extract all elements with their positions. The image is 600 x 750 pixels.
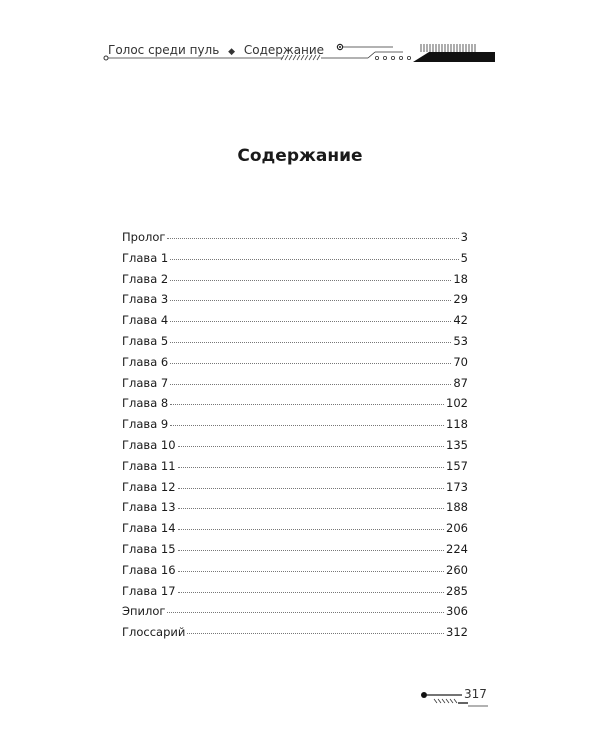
toc-entry-page: 157 bbox=[446, 458, 468, 473]
toc-entry[interactable] bbox=[122, 459, 468, 480]
table-of-contents bbox=[122, 230, 468, 646]
toc-entry-page: 42 bbox=[453, 313, 468, 328]
header-book-title: Голос среди пуль bbox=[108, 43, 220, 57]
toc-leader-dots bbox=[170, 259, 458, 260]
toc-entry[interactable] bbox=[122, 500, 468, 521]
toc-entry-page: 224 bbox=[446, 541, 468, 556]
toc-entry-label: Глава 17 bbox=[122, 583, 176, 598]
toc-leader-dots bbox=[178, 446, 445, 447]
toc-entry-label: Глава 15 bbox=[122, 541, 176, 556]
toc-leader-dots bbox=[167, 238, 458, 239]
toc-entry-label: Глава 1 bbox=[122, 250, 169, 265]
toc-leader-dots bbox=[170, 384, 451, 385]
toc-entry[interactable] bbox=[122, 251, 468, 272]
toc-leader-dots bbox=[167, 612, 444, 613]
header-separator-icon: ◆ bbox=[228, 47, 236, 57]
toc-leader-dots bbox=[170, 321, 451, 322]
toc-entry-page: 285 bbox=[446, 583, 468, 598]
toc-entry-label: Глоссарий bbox=[122, 625, 186, 640]
toc-entry-label: Глава 4 bbox=[122, 313, 169, 328]
toc-entry-label: Глава 8 bbox=[122, 396, 169, 411]
toc-entry-page: 70 bbox=[453, 354, 468, 369]
toc-entry-label: Глава 7 bbox=[122, 375, 169, 390]
toc-entry[interactable] bbox=[122, 584, 468, 605]
toc-entry-page: 173 bbox=[446, 479, 468, 494]
page-number: 317 bbox=[464, 687, 487, 701]
page-footer bbox=[420, 686, 500, 716]
toc-entry[interactable] bbox=[122, 313, 468, 334]
toc-entry-page: 206 bbox=[446, 521, 468, 536]
toc-entry[interactable] bbox=[122, 521, 468, 542]
toc-leader-dots bbox=[178, 592, 445, 593]
toc-leader-dots bbox=[170, 425, 444, 426]
toc-entry-page: 87 bbox=[453, 375, 468, 390]
toc-entry-page: 102 bbox=[446, 396, 468, 411]
toc-leader-dots bbox=[170, 300, 451, 301]
header-section: Содержание bbox=[243, 43, 325, 57]
toc-entry-page: 5 bbox=[460, 250, 468, 265]
toc-entry-label: Глава 13 bbox=[122, 500, 176, 515]
toc-leader-dots bbox=[178, 467, 445, 468]
toc-entry-page: 135 bbox=[446, 437, 468, 452]
toc-entry[interactable] bbox=[122, 396, 468, 417]
toc-leader-dots bbox=[170, 404, 444, 405]
running-header bbox=[103, 38, 498, 68]
toc-entry-label: Глава 3 bbox=[122, 292, 169, 307]
toc-entry-label: Глава 2 bbox=[122, 271, 169, 286]
toc-entry[interactable] bbox=[122, 563, 468, 584]
toc-entry[interactable] bbox=[122, 625, 468, 646]
toc-entry[interactable] bbox=[122, 417, 468, 438]
toc-entry-label: Глава 11 bbox=[122, 458, 176, 473]
toc-entry-label: Пролог bbox=[122, 230, 166, 244]
toc-leader-dots bbox=[170, 280, 451, 281]
toc-entry-page: 118 bbox=[446, 417, 468, 432]
toc-entry-label: Глава 9 bbox=[122, 417, 169, 432]
toc-leader-dots bbox=[178, 529, 445, 530]
toc-leader-dots bbox=[178, 508, 445, 509]
header-text bbox=[108, 43, 324, 57]
toc-entry-page: 312 bbox=[446, 625, 468, 640]
toc-entry-label: Глава 5 bbox=[122, 333, 169, 348]
toc-entry[interactable] bbox=[122, 604, 468, 625]
toc-entry[interactable] bbox=[122, 480, 468, 501]
toc-leader-dots bbox=[187, 633, 444, 634]
toc-entry-page: 29 bbox=[453, 292, 468, 307]
toc-entry[interactable] bbox=[122, 292, 468, 313]
toc-entry-label: Глава 14 bbox=[122, 521, 176, 536]
toc-entry-page: 260 bbox=[446, 562, 468, 577]
page-title: Содержание bbox=[237, 146, 363, 166]
toc-entry[interactable] bbox=[122, 376, 468, 397]
toc-entry[interactable] bbox=[122, 355, 468, 376]
toc-entry-page: 3 bbox=[460, 230, 468, 244]
toc-entry[interactable] bbox=[122, 230, 468, 251]
toc-entry-page: 18 bbox=[453, 271, 468, 286]
toc-leader-dots bbox=[178, 571, 445, 572]
toc-leader-dots bbox=[178, 550, 445, 551]
toc-entry-label: Эпилог bbox=[122, 604, 166, 619]
footer-decoration-icon bbox=[420, 686, 500, 716]
toc-entry[interactable] bbox=[122, 334, 468, 355]
toc-leader-dots bbox=[170, 363, 451, 364]
toc-entry-label: Глава 10 bbox=[122, 437, 176, 452]
toc-entry[interactable] bbox=[122, 272, 468, 293]
toc-leader-dots bbox=[170, 342, 451, 343]
toc-entry-label: Глава 16 bbox=[122, 562, 176, 577]
toc-entry-page: 53 bbox=[453, 333, 468, 348]
toc-entry[interactable] bbox=[122, 542, 468, 563]
toc-entry[interactable] bbox=[122, 438, 468, 459]
toc-leader-dots bbox=[178, 488, 445, 489]
toc-entry-label: Глава 12 bbox=[122, 479, 176, 494]
toc-entry-label: Глава 6 bbox=[122, 354, 169, 369]
toc-entry-page: 188 bbox=[446, 500, 468, 515]
toc-entry-page: 306 bbox=[446, 604, 468, 619]
